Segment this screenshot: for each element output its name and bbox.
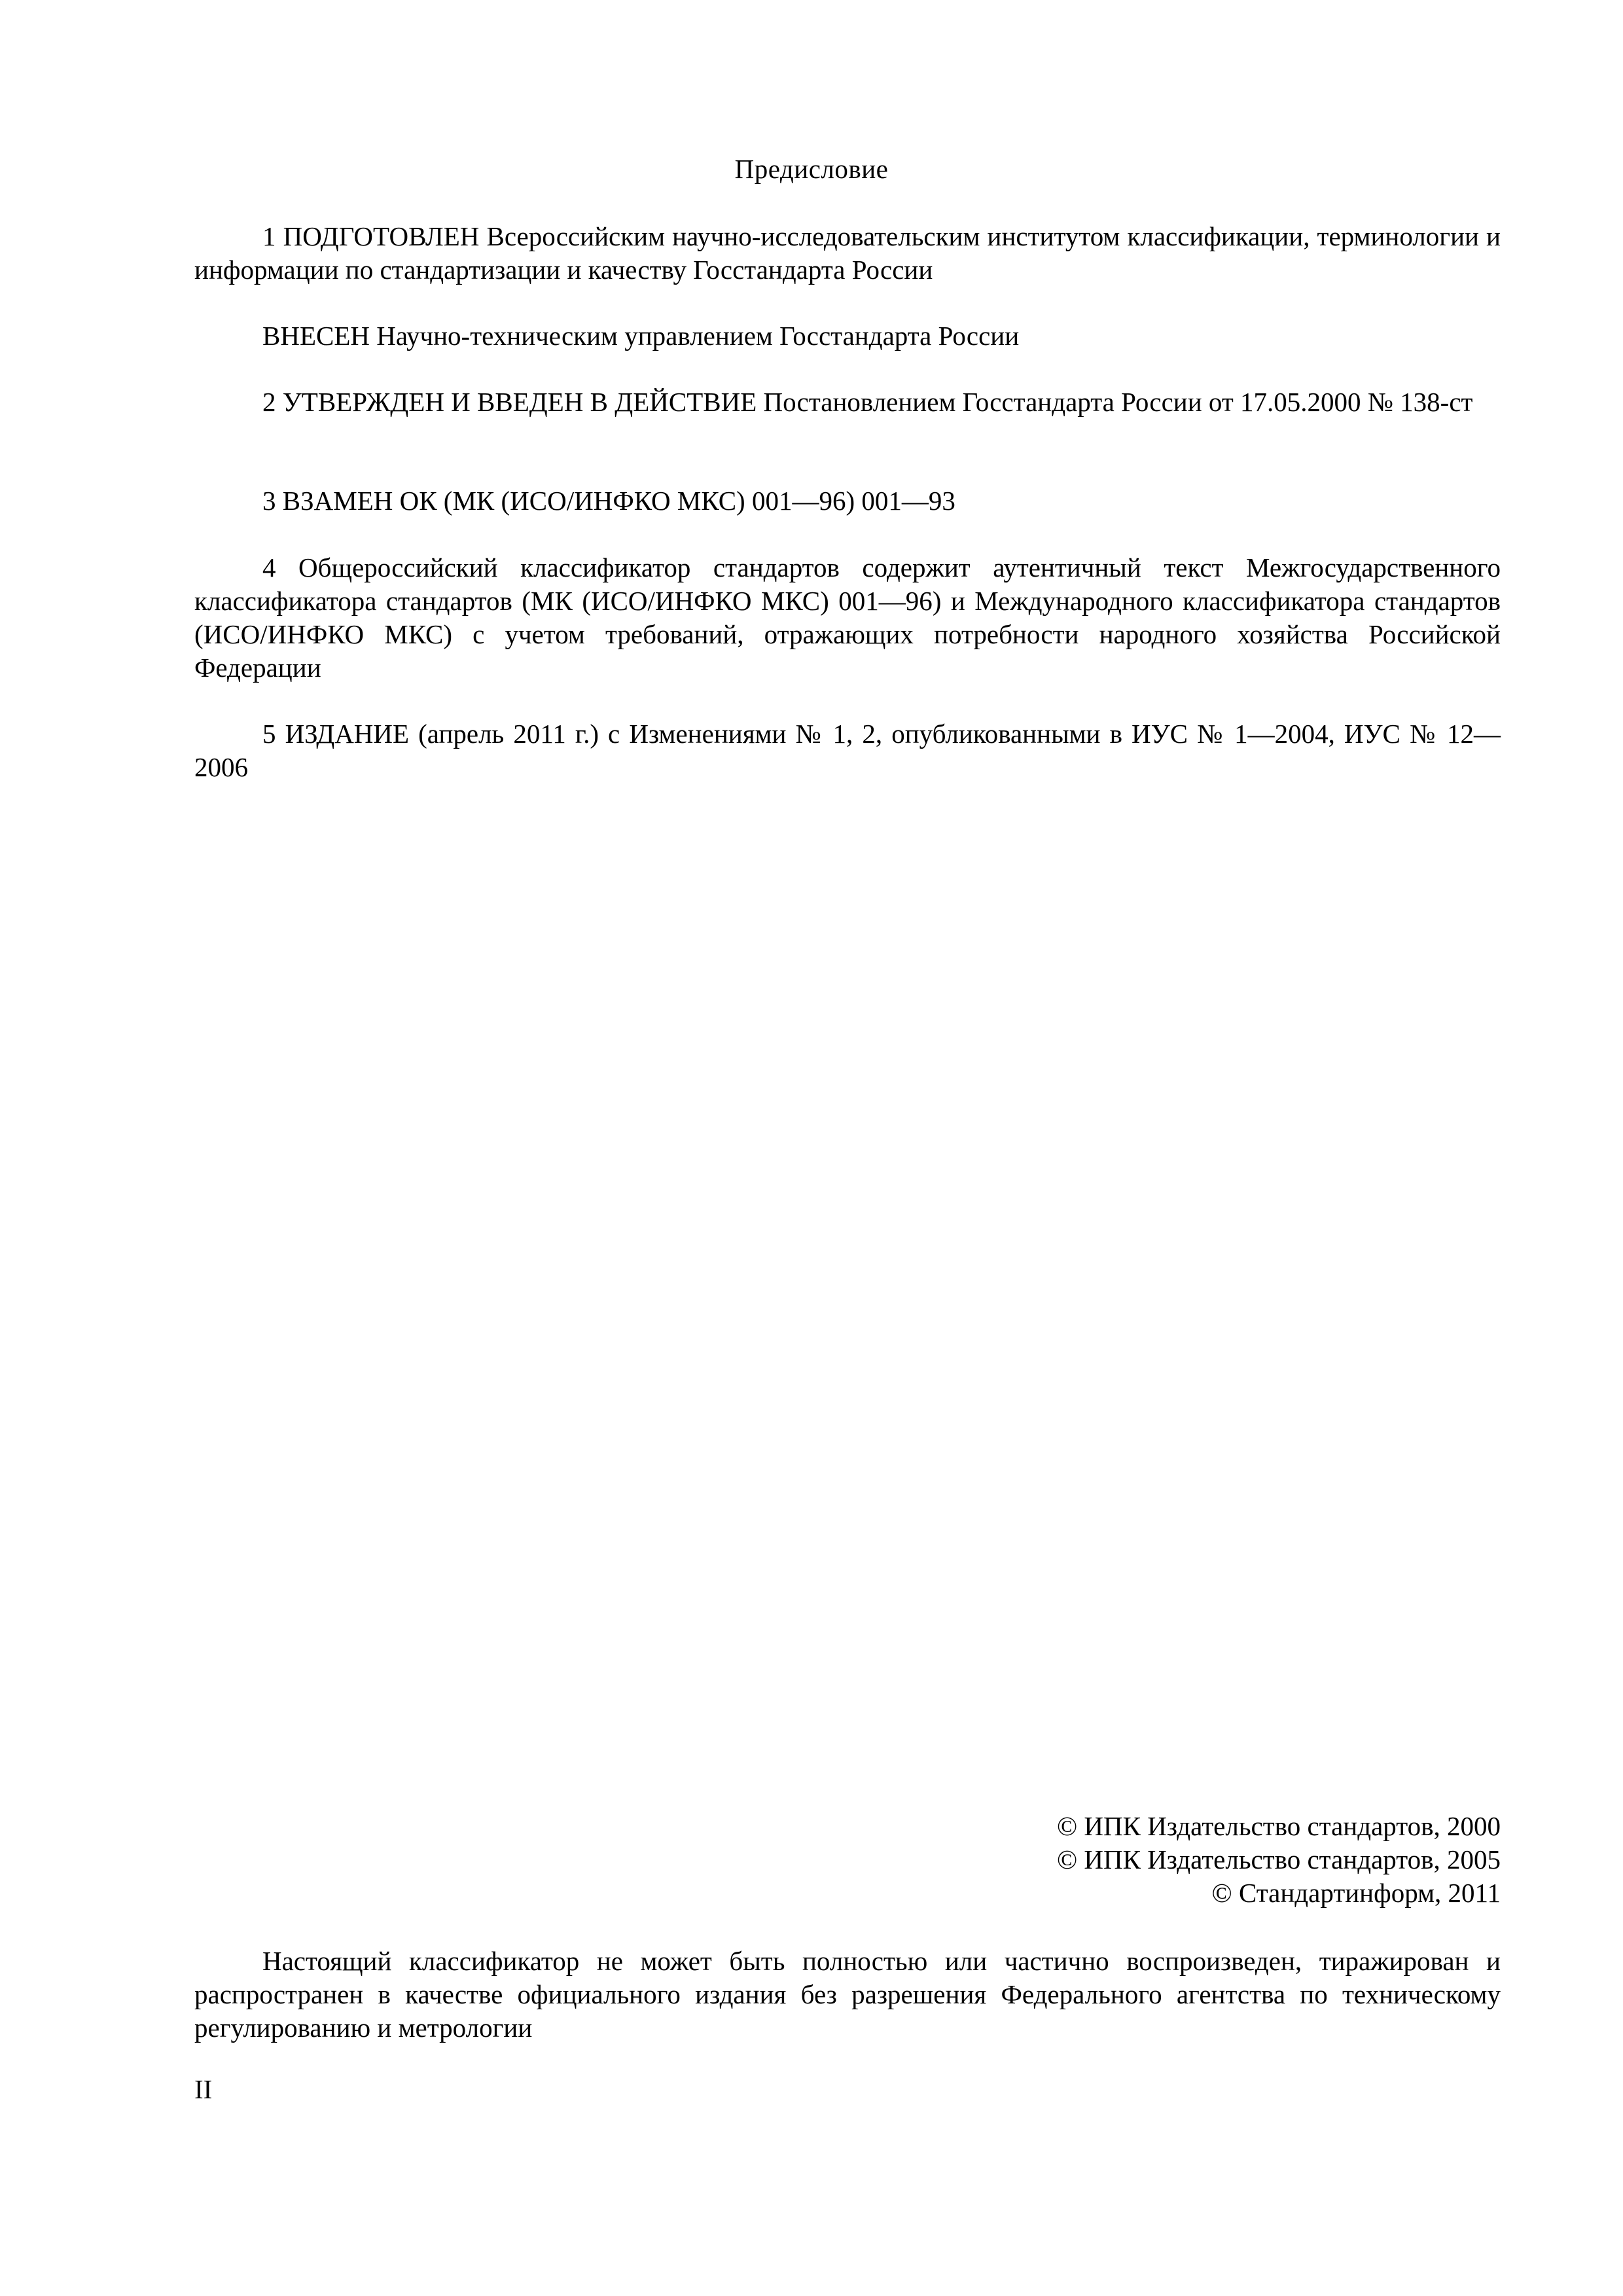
section-text: 4 Общероссийский классификатор стандартов содержит аутентичный текст Межгосударственного классификатора стандартов (МК (ИСО/ИНФКО МКС) 001—96) и Международного классификатора стандартов (ИСО/ИНФКО МКС) с учетом требований, отражающих потребности народного хозяйства Российской Федерации xyxy=(194,552,1501,683)
notice-text: Настоящий классификатор не может быть полностью или частично воспроизведен, тиражирован и распространен в качестве официального издания без разрешения Федерального агентства по техническому регулированию и метрологии xyxy=(194,1946,1501,2043)
reproduction-notice xyxy=(194,1945,1501,2045)
copyright-line: © ИПК Издательство стандартов, 2005 xyxy=(1056,1844,1501,1874)
copyright-line: © ИПК Издательство стандартов, 2000 xyxy=(1056,1811,1501,1841)
section-2-approved xyxy=(194,386,1501,419)
copyright-block xyxy=(1057,1810,1501,1910)
copyright-line: © Стандартинформ, 2011 xyxy=(1211,1878,1501,1908)
page-title: Предисловие xyxy=(734,154,889,184)
section-text: 2 УТВЕРЖДЕН И ВВЕДЕН В ДЕЙСТВИЕ Постановлением Госстандарта России от 17.05.2000 № 138-ст xyxy=(262,387,1473,417)
section-text: 5 ИЗДАНИЕ (апрель 2011 г.) с Изменениями № 1, 2, опубликованными в ИУС № 1—2004, ИУС № 12—2006 xyxy=(194,719,1501,782)
section-text: ВНЕСЕН Научно-техническим управлением Госстандарта России xyxy=(262,321,1020,351)
section-1-prepared xyxy=(194,220,1501,287)
section-5-edition xyxy=(194,717,1501,784)
page-number: II xyxy=(194,2074,213,2104)
section-text: 3 ВЗАМЕН ОК (МК (ИСО/ИНФКО МКС) 001—96) 001—93 xyxy=(262,486,955,516)
section-1-submitted xyxy=(194,319,1501,353)
section-4-content xyxy=(194,551,1501,685)
section-3-replaces xyxy=(194,484,1501,518)
section-text: 1 ПОДГОТОВЛЕН Всероссийским научно-исследовательским институтом классификации, терминологии и информации по стандартизации и качеству Госстандарта России xyxy=(194,221,1501,285)
